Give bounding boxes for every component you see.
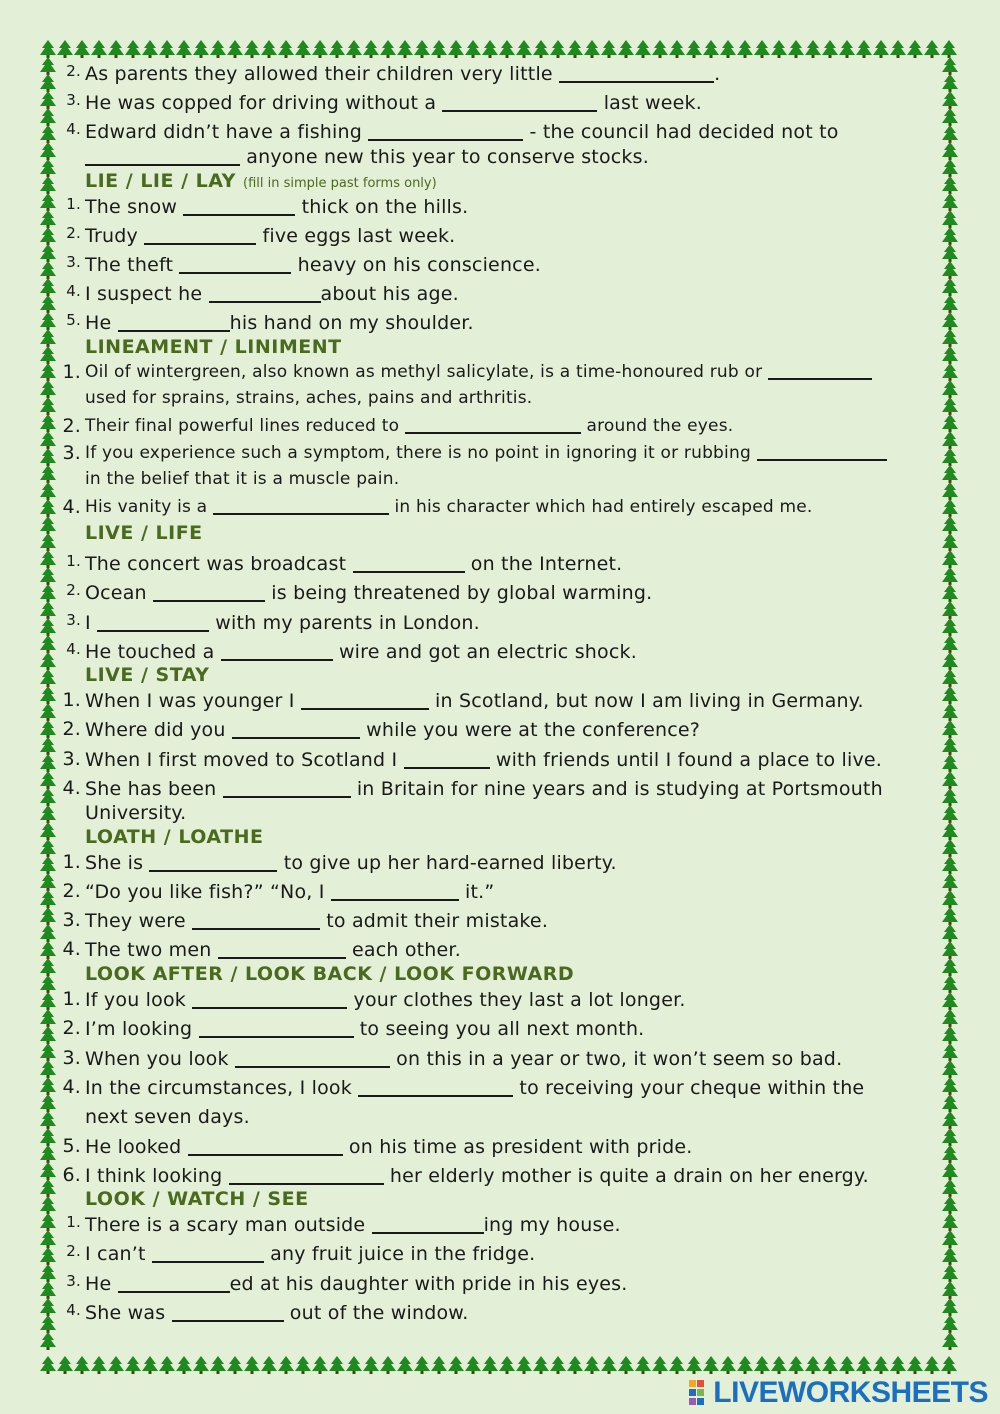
item-number: 4. <box>66 120 81 138</box>
item-number: 3. <box>62 1047 81 1069</box>
answer-blank[interactable] <box>331 880 459 901</box>
answer-blank[interactable] <box>442 91 597 112</box>
answer-blank[interactable] <box>179 253 291 274</box>
item: 2. Where did you while you were at the conference? <box>62 718 701 741</box>
answer-blank[interactable] <box>183 195 295 216</box>
answer-blank[interactable] <box>353 552 465 573</box>
item-number: 1. <box>62 851 81 873</box>
answer-blank[interactable] <box>218 938 346 959</box>
item-number: 1. <box>66 195 81 213</box>
item-number: 2. <box>62 415 81 437</box>
item-number: 3. <box>62 909 81 931</box>
item: 2. I can’t any fruit juice in the fridge. <box>66 1242 536 1265</box>
answer-blank[interactable] <box>144 224 256 245</box>
item: 2. Trudy five eggs last week. <box>66 224 456 247</box>
answer-blank[interactable] <box>192 909 320 930</box>
item-number: 4. <box>66 282 81 300</box>
answer-blank[interactable] <box>368 120 523 141</box>
answer-blank[interactable] <box>213 496 389 515</box>
item-number: 4. <box>66 640 81 658</box>
item-continuation: in the belief that it is a muscle pain. <box>85 469 400 489</box>
item-number: 4. <box>62 938 81 960</box>
item-number: 6. <box>62 1164 81 1186</box>
item-continuation: used for sprains, strains, aches, pains and arthritis. <box>85 388 533 408</box>
answer-blank[interactable] <box>404 748 490 769</box>
answer-blank[interactable] <box>209 282 321 303</box>
section-heading: LOOK / WATCH / SEE <box>85 1188 309 1210</box>
answer-blank[interactable] <box>153 581 265 602</box>
item: 1. If you look your clothes they last a lot longer. <box>62 988 686 1011</box>
item-number: 4. <box>66 1301 81 1319</box>
item-number: 4. <box>62 777 81 799</box>
answer-blank[interactable] <box>559 62 714 83</box>
answer-blank[interactable] <box>118 311 230 332</box>
item-number: 1. <box>62 689 81 711</box>
item: 6. I think looking her elderly mother is quite a drain on her energy. <box>62 1164 869 1187</box>
answer-blank[interactable] <box>149 851 277 872</box>
item: 3. When I first moved to Scotland I with friends until I found a place to live. <box>62 748 883 771</box>
item: 4. Edward didn’t have a fishing - the council had decided not to <box>66 120 839 143</box>
item-number: 4. <box>62 1076 81 1098</box>
item: 4. I suspect he about his age. <box>66 282 459 305</box>
answer-blank[interactable] <box>301 689 429 710</box>
answer-blank[interactable] <box>188 1135 343 1156</box>
item-number: 2. <box>66 224 81 242</box>
item-number: 1. <box>62 988 81 1010</box>
item: 4. His vanity is a in his character which had entirely escaped me. <box>62 496 813 518</box>
item: 4. The two men each other. <box>62 938 461 961</box>
answer-blank[interactable] <box>172 1301 284 1322</box>
brand-logo[interactable] <box>689 1376 988 1410</box>
item: 2. “Do you like fish?” “No, I it.” <box>62 880 495 903</box>
answer-blank[interactable] <box>97 611 209 632</box>
item-number: 2. <box>66 1242 81 1260</box>
item: 3. He was copped for driving without a last week. <box>66 91 702 114</box>
item: 5. He looked on his time as president with pride. <box>62 1135 693 1158</box>
answer-blank[interactable] <box>768 361 872 380</box>
item: 4. He touched a wire and got an electric shock. <box>66 640 637 663</box>
item: 3. He ed at his daughter with pride in his eyes. <box>66 1272 628 1295</box>
item-continuation: next seven days. <box>85 1106 250 1128</box>
item: 4. She was out of the window. <box>66 1301 469 1324</box>
item: 4. In the circumstances, I look to receiving your cheque within the <box>62 1076 865 1099</box>
item: 1. She is to give up her hard-earned liberty. <box>62 851 617 874</box>
item: 1. The snow thick on the hills. <box>66 195 469 218</box>
brand-name: LIVEWORKSHEETS <box>713 1376 988 1409</box>
item-number: 3. <box>66 611 81 629</box>
item: 1. Oil of wintergreen, also known as methyl salicylate, is a time-honoured rub or <box>85 361 872 382</box>
item-number: 3. <box>66 1272 81 1290</box>
answer-blank[interactable] <box>221 640 333 661</box>
item-number: 1. <box>62 361 81 383</box>
item: 2. I’m looking to seeing you all next month. <box>62 1017 645 1040</box>
section-heading: LIE / LIE / LAY (fill in simple past forms only) <box>85 170 437 192</box>
item: 5. He his hand on my shoulder. <box>66 311 474 334</box>
item: 3. The theft heavy on his conscience. <box>66 253 541 276</box>
item: 1. When I was younger I in Scotland, but now I am living in Germany. <box>62 689 864 712</box>
item: 1. There is a scary man outside ing my house. <box>66 1213 621 1236</box>
section-heading: LINEAMENT / LINIMENT <box>85 336 342 358</box>
answer-blank[interactable] <box>199 1017 354 1038</box>
answer-blank[interactable] <box>235 1047 390 1068</box>
item-number: 3. <box>62 442 81 464</box>
liveworksheets-logo-icon <box>689 1380 711 1406</box>
item: 1. The concert was broadcast on the Internet. <box>66 552 623 575</box>
section-heading: LIVE / STAY <box>85 664 210 686</box>
item-number: 2. <box>62 880 81 902</box>
answer-blank[interactable] <box>405 415 581 434</box>
item-continuation: anyone new this year to conserve stocks. <box>85 145 649 168</box>
item: 3. I with my parents in London. <box>66 611 480 634</box>
answer-blank[interactable] <box>118 1272 230 1293</box>
answer-blank[interactable] <box>232 718 360 739</box>
section-heading: LOATH / LOATHE <box>85 826 264 848</box>
item-number: 2. <box>66 581 81 599</box>
item: 3. When you look on this in a year or two, it won’t seem so bad. <box>62 1047 843 1070</box>
item-number: 1. <box>66 1213 81 1231</box>
answer-blank[interactable] <box>358 1076 513 1097</box>
item-number: 3. <box>62 748 81 770</box>
item: 2. Ocean is being threatened by global warming. <box>66 581 653 604</box>
item-number: 2. <box>66 62 81 80</box>
answer-blank[interactable] <box>85 145 240 166</box>
item: 3. They were to admit their mistake. <box>62 909 549 932</box>
section-heading: LIVE / LIFE <box>85 522 203 544</box>
item-number: 3. <box>66 253 81 271</box>
item-number: 1. <box>66 552 81 570</box>
answer-blank[interactable] <box>223 777 351 798</box>
item-number: 5. <box>66 311 81 329</box>
item: 2. As parents they allowed their children very little . <box>66 62 721 85</box>
item: 3. If you experience such a symptom, there is no point in ignoring it or rubbing <box>85 442 887 463</box>
answer-blank[interactable] <box>372 1213 484 1234</box>
answer-blank[interactable] <box>229 1164 384 1185</box>
answer-blank[interactable] <box>757 442 887 461</box>
item-continuation: University. <box>85 802 187 824</box>
section-heading: LOOK AFTER / LOOK BACK / LOOK FORWARD <box>85 963 575 985</box>
item-number: 3. <box>66 91 81 109</box>
item-number: 5. <box>62 1135 81 1157</box>
item: 2. Their final powerful lines reduced to around the eyes. <box>62 415 734 437</box>
answer-blank[interactable] <box>152 1242 264 1263</box>
answer-blank[interactable] <box>192 988 347 1009</box>
item-number: 4. <box>62 496 81 518</box>
item-number: 2. <box>62 1017 81 1039</box>
item: 4. She has been in Britain for nine years and is studying at Portsmouth <box>62 777 883 800</box>
item-number: 2. <box>62 718 81 740</box>
